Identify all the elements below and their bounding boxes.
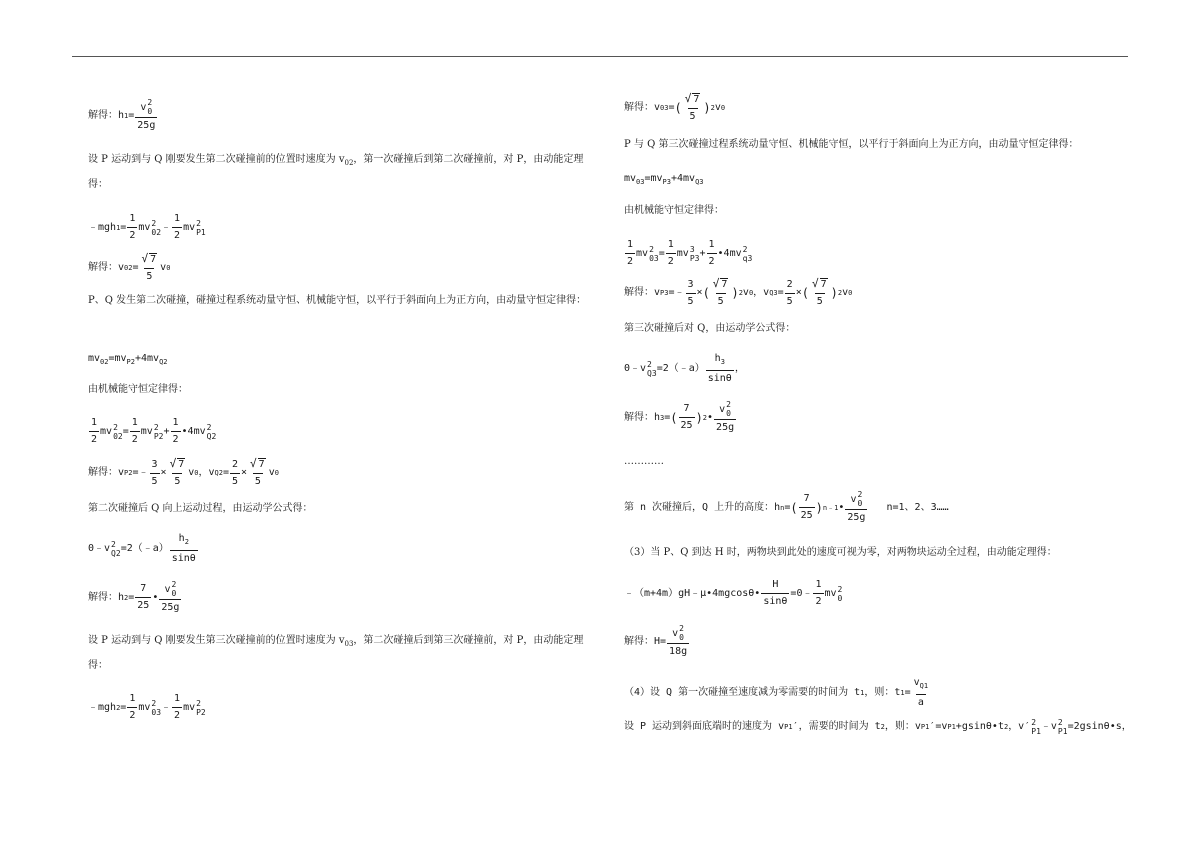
paragraph-second-collision-momentum: P、Q 发生第二次碰撞，碰撞过程系统动量守恒、机械能守恒，以平行于斜面向上为正方向，由动量守恒定律得：: [88, 295, 587, 306]
equation-work-energy-total: ﹣（m+4m）gH﹣μ•4mgcosθ• $\frac{H}{\sin\theta}$ =0﹣ $\frac{1}{2}$ mv 2 0: [624, 579, 843, 607]
paragraph-second-collision-setup: 设 P 运动到与 Q 刚要发生第二次碰撞前的位置时速度为 $v_{02}$，第一次碰撞后到第二次碰撞前，对 P，由动能定理得：: [88, 154, 584, 190]
solution-vp3-vq3: 解得：v P3 =﹣ $\frac{3}{5}$ × ( $\frac{√ 7}{5}$ ) 2 v 0 ，v Q3 = $\frac{2}{5}$ × ( $\frac{√ 7}{5}$ ) 2 v 0: [624, 277, 853, 307]
equation-kinematics-3: 0﹣v 2 Q3 =2（﹣a） $\frac{h_3}{\sin\theta}$ ，: [624, 353, 745, 384]
paragraph-q-motion-3: 第三次碰撞后对 Q，由运动学公式得：: [624, 323, 796, 334]
solution-v03: 解得：v 03 = ( $\frac{√ 7}{5}$ ) 2 v 0: [624, 92, 726, 122]
paragraph-p-bottom: 设 P 运动到斜面底端时的速度为 v P1 ′，需要的时间为 t 2 ，则：v P1 ′=v P1 +gsinθ•t 2 ，v ′ 2 P1 ﹣v 2 P1 =2gsinθ•s，: [624, 718, 1132, 736]
solution-h1: 解得：h 1 = v 2 0 25g: [88, 98, 156, 131]
equation-momentum-2: $mv_{02}=mv_{P2}+4mv_{Q2}$: [88, 353, 168, 366]
solution-vp2-vq2: 解得：v P2 =﹣ $\frac{3}{5}$ × $\frac{√ 7}{5}$ v 0 ，v Q2 = $\frac{2}{5}$ × $\frac{√ 7}{5}$ v 0: [88, 457, 279, 487]
equation-kinematics-2: 0﹣v 2 Q2 =2（﹣a） $\frac{h_2}{\sin\theta}$: [88, 533, 196, 564]
solution-H: 解得：H= v 2 0 18g: [624, 624, 688, 657]
paragraph-third-collision-setup: 设 P 运动到与 Q 刚要发生第三次碰撞前的位置时速度为 $v_{03}$，第二次碰撞后到第三次碰撞前，对 P，由动能定理得：: [88, 635, 584, 671]
paragraph-third-collision-momentum: P 与 Q 第三次碰撞过程系统动量守恒、机械能守恒，以平行于斜面向上为正方向，由动量守恒定律得：: [624, 139, 1079, 150]
equation-energy-2: $\frac{1}{2}$ mv 2 02 = $\frac{1}{2}$ mv 2 P2 + $\frac{1}{2}$ •4mv 2 Q2: [91, 417, 217, 445]
equation-hn: 第 n 次碰撞后，Q 上升的高度：h n = ( $\frac{7}{25}$ ) n﹣1 • v 2 0 25g n=1、2、3……: [624, 490, 949, 523]
paragraph-part-3: （3）当 P、Q 到达 H 时，两物块到此处的速度可视为零，对两物块运动全过程，由动能定理得：: [624, 547, 1057, 558]
paragraph-q-motion-2: 第二次碰撞后 Q 向上运动过程，由运动学公式得：: [88, 503, 313, 514]
energy-title-2: 由机械能守恒定律得：: [88, 384, 188, 395]
equation-momentum-3: $mv_{03}=mv_{P3}+4mv_{Q3}$: [624, 173, 704, 186]
header-rule: [72, 56, 1128, 57]
equation-energy-p-2: ﹣mgh 1 = $\frac{1}{2}$ mv 2 02 ﹣ $\frac{1}{2}$ mv 2 P1: [88, 213, 206, 241]
solution-v02: 解得：v 02 = $\frac{√ 7}{5}$ v 0: [88, 252, 171, 282]
solution-h3: 解得：h 3 = ( $\frac{7}{25}$ ) 2 • v 2 0 25g: [624, 400, 735, 433]
equation-energy-3: $\frac{1}{2}$ mv 2 03 = $\frac{1}{2}$ mv 3 P3 + $\frac{1}{2}$ •4mv 2 q3: [627, 239, 753, 267]
paragraph-part-4: （4）设 Q 第一次碰撞至速度减为零需要的时间为 t 1 ，则：t 1 = $\frac{v_{Q1}}{a}$: [624, 677, 929, 708]
energy-title-3: 由机械能守恒定律得：: [624, 205, 724, 216]
solution-h2: 解得：h 2 = $\frac{7}{25}$ • v 2 0 25g: [88, 580, 180, 613]
equation-energy-p-3: ﹣mgh 2 = $\frac{1}{2}$ mv 2 03 ﹣ $\frac{1}{2}$ mv 2 P2: [88, 693, 206, 721]
ellipsis: …………: [624, 456, 664, 467]
